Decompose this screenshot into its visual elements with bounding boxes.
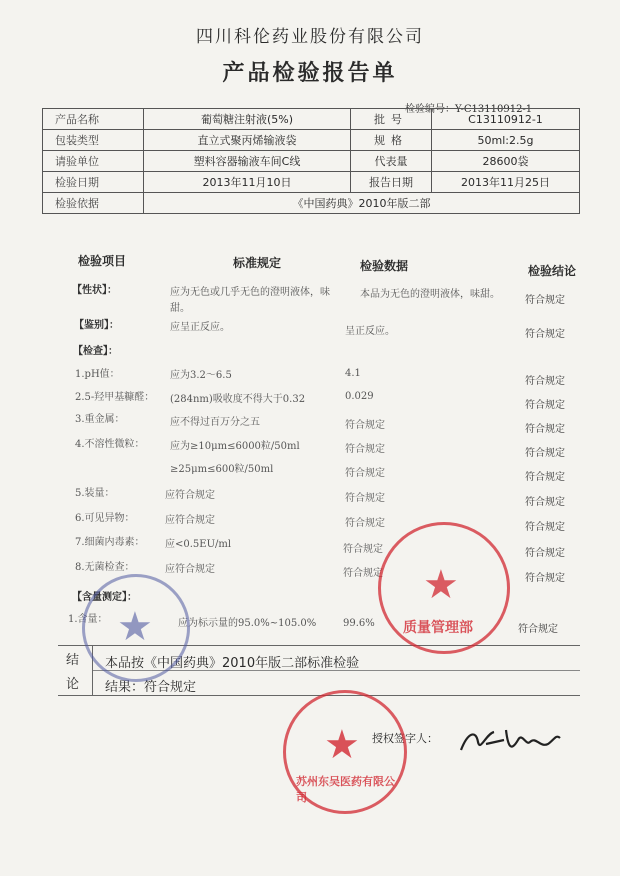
metal-standard: 应不得过百万分之五 xyxy=(170,417,260,428)
loading-label: 5.装量： xyxy=(75,488,115,499)
ident-label: 【鉴别】： xyxy=(74,320,119,331)
report-title: 产品检验报告单 xyxy=(222,61,398,86)
metal-data: 符合规定 xyxy=(345,420,385,431)
spec-value: 50ml:2.5g xyxy=(432,130,580,151)
hmf-data: 0.029 xyxy=(345,391,374,402)
visible-label: 6.可见异物： xyxy=(75,513,135,524)
appearance-standard-2: 甜。 xyxy=(170,303,190,314)
sterility-data: 符合规定 xyxy=(343,568,383,579)
sterility-conclusion: 符合规定 xyxy=(525,573,565,584)
conclusion-label-2: 论 xyxy=(66,677,80,692)
particle-conclusion-2: 符合规定 xyxy=(525,472,565,483)
ph-conclusion: 符合规定 xyxy=(525,376,565,387)
assay-section-label: 【含量测定】： xyxy=(72,592,137,603)
assay-conclusion: 符合规定 xyxy=(518,624,558,635)
header-data: 检验数据 xyxy=(360,259,409,273)
loading-data: 符合规定 xyxy=(345,493,385,504)
endotoxin-data: 符合规定 xyxy=(343,544,383,555)
spec-label: 规格 xyxy=(351,130,432,151)
endotoxin-standard: 应<0.5EU/ml xyxy=(165,539,232,550)
qty-value: 28600袋 xyxy=(432,151,580,172)
endotoxin-conclusion: 符合规定 xyxy=(525,548,565,559)
sterility-standard: 应符合规定 xyxy=(165,564,215,575)
package-label: 包装类型 xyxy=(43,130,144,151)
ident-conclusion: 符合规定 xyxy=(525,329,565,340)
ident-data: 呈正反应。 xyxy=(345,326,395,337)
package-value: 直立式聚丙烯输液袋 xyxy=(144,130,351,151)
ph-standard: 应为3.2～6.5 xyxy=(170,370,232,381)
ph-data: 4.1 xyxy=(345,368,361,379)
loading-standard: 应符合规定 xyxy=(165,490,215,501)
conclusion-text-1: 本品按《中国药典》2010年版二部标准检验 xyxy=(105,656,360,671)
blue-seal: ★ xyxy=(82,574,190,682)
particle-conclusion-1: 符合规定 xyxy=(525,448,565,459)
header-item: 检验项目 xyxy=(78,254,127,268)
conclusion-label-1: 结 xyxy=(66,653,80,668)
product-name: 葡萄糖注射液(5%) xyxy=(144,109,351,130)
metal-label: 3.重金属： xyxy=(75,414,125,425)
conclusion-text-2: 结果：符合规定 xyxy=(105,680,197,695)
appearance-label: 【性状】： xyxy=(72,285,117,296)
assay-standard: 应为标示量的95.0%~105.0% xyxy=(178,618,317,629)
appearance-conclusion: 符合规定 xyxy=(525,295,565,306)
handwritten-signature xyxy=(456,722,566,762)
loading-conclusion: 符合规定 xyxy=(525,497,565,508)
red-seal-quality-dept: ★ 质量管理部 xyxy=(378,522,510,654)
basis-label: 检验依据 xyxy=(43,193,144,214)
visible-standard: 应符合规定 xyxy=(165,515,215,526)
unit-value: 塑料容器输液车间C线 xyxy=(144,151,351,172)
test-date-value: 2013年11月10日 xyxy=(144,172,351,193)
ph-label: 1.pH值： xyxy=(75,369,120,380)
visible-data: 符合规定 xyxy=(345,518,385,529)
report-date-label: 报告日期 xyxy=(351,172,432,193)
particle-standard-2: ≥25μm≤600粒/50ml xyxy=(170,464,274,475)
basis-value: 《中国药典》2010年版二部 xyxy=(144,193,580,214)
appearance-standard: 应为无色或几乎无色的澄明液体，味 xyxy=(170,287,330,298)
particle-data-1: 符合规定 xyxy=(345,444,385,455)
particle-data-2: 符合规定 xyxy=(345,468,385,479)
header-standard: 标准规定 xyxy=(233,256,282,270)
product-name-label: 产品名称 xyxy=(43,109,144,130)
assay-data: 99.6% xyxy=(343,618,375,629)
signature-label: 授权签字人： xyxy=(372,732,438,745)
red-seal-suzhou-dongwu: ★ 苏州东吴医药有限公司 xyxy=(283,690,407,814)
unit-label: 请验单位 xyxy=(43,151,144,172)
sterility-label: 8.无菌检查： xyxy=(75,562,135,573)
metal-conclusion: 符合规定 xyxy=(525,424,565,435)
test-date-label: 检验日期 xyxy=(43,172,144,193)
company-name: 四川科伦药业股份有限公司 xyxy=(196,27,424,47)
report-number: 检验编号：Y-C13110912-1 xyxy=(405,104,533,115)
check-label: 【检查】： xyxy=(73,346,118,357)
assay-label: 1.含量： xyxy=(68,614,108,625)
particle-label: 4.不溶性微粒： xyxy=(75,439,145,450)
particle-standard-1: 应为≥10μm≤6000粒/50ml xyxy=(170,441,300,452)
appearance-data: 本品为无色的澄明液体，味甜。 xyxy=(360,289,500,300)
endotoxin-label: 7.细菌内毒素： xyxy=(75,537,145,548)
qty-label: 代表量 xyxy=(351,151,432,172)
header-conclusion: 检验结论 xyxy=(528,264,577,278)
hmf-standard: (284nm)吸收度不得大于0.32 xyxy=(170,394,306,405)
report-date-value: 2013年11月25日 xyxy=(432,172,580,193)
info-table xyxy=(42,108,580,214)
ident-standard: 应呈正反应。 xyxy=(170,322,230,333)
visible-conclusion: 符合规定 xyxy=(525,522,565,533)
hmf-conclusion: 符合规定 xyxy=(525,400,565,411)
batch-label: 批号 xyxy=(351,109,432,130)
batch-value: C13110912-1 xyxy=(432,109,580,130)
hmf-label: 2.5-羟甲基糠醛： xyxy=(75,392,155,403)
